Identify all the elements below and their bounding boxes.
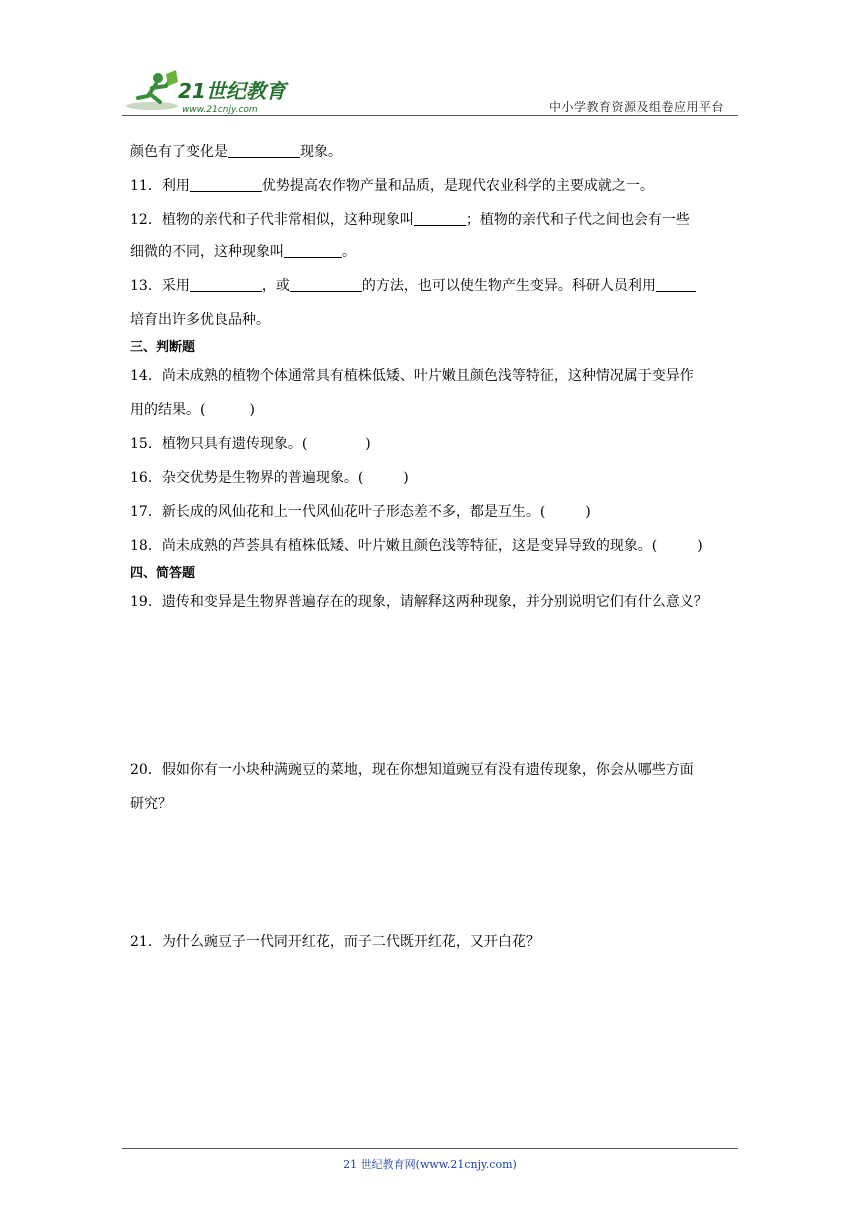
section-heading: 三、判断题 xyxy=(130,340,196,355)
answer-blank xyxy=(284,243,342,258)
question-20-cont: 研究？ xyxy=(130,796,172,812)
question-21: 21．为什么豌豆子一代同开红花，而子二代既开红花，又开白花？ xyxy=(130,934,540,950)
logo-text: 21世纪教育 xyxy=(178,79,286,103)
question-16: 16．杂交优势是生物界的普遍现象。( ) xyxy=(130,470,409,486)
question-12-cont: 细微的不同，这种现象叫 。 xyxy=(130,244,356,260)
logo-url: www.21cnjy.com xyxy=(182,105,258,115)
section-heading: 四、简答题 xyxy=(130,566,196,581)
question-14-cont: 用的结果。( ) xyxy=(130,402,255,418)
question-18: 18．尚未成熟的芦荟具有植株低矮、叶片嫩且颜色浅等特征，这是变异导致的现象。( ) xyxy=(130,538,703,554)
site-logo xyxy=(122,68,292,116)
answer-blank xyxy=(414,211,466,226)
runner-logo-icon xyxy=(122,68,292,116)
question-15: 15．植物只具有遗传现象。( ) xyxy=(130,436,371,452)
question-14: 14．尚未成熟的植物个体通常具有植株低矮、叶片嫩且颜色浅等特征，这种情况属于变异作 xyxy=(130,368,694,384)
answer-blank xyxy=(190,177,262,192)
question-20: 20．假如你有一小块种满豌豆的菜地，现在你想知道豌豆有没有遗传现象，你会从哪些方面 xyxy=(130,762,694,778)
page-header xyxy=(122,68,738,118)
question-13: 13．采用 ，或 的方法，也可以使生物产生变异。科研人员利用 xyxy=(130,276,696,296)
question-13-cont: 培育出许多优良品种。 xyxy=(130,312,270,328)
answer-blank xyxy=(228,143,300,158)
question-17: 17．新长成的风仙花和上一代风仙花叶子形态差不多，都是互生。( ) xyxy=(130,504,591,520)
answer-blank xyxy=(290,277,362,292)
question-12: 12．植物的亲代和子代非常相似，这种现象叫 ；植物的亲代和子代之间也会有一些 xyxy=(130,212,690,228)
question-line: 颜色有了变化是 现象。 xyxy=(130,144,342,160)
question-19: 19．遗传和变异是生物界普遍存在的现象，请解释这两种现象，并分别说明它们有什么意义？ xyxy=(130,594,708,610)
question-11: 11．利用 优势提高农作物产量和品质，是现代农业科学的主要成就之一。 xyxy=(130,178,654,194)
footer-link[interactable]: 21 世纪教育网(www.21cnjy.com) xyxy=(343,1158,517,1171)
platform-title: 中小学教育资源及组卷应用平台 xyxy=(548,100,724,114)
answer-blank xyxy=(656,277,696,292)
answer-blank xyxy=(190,277,262,292)
header-divider xyxy=(122,115,738,116)
footer-divider xyxy=(122,1148,738,1149)
